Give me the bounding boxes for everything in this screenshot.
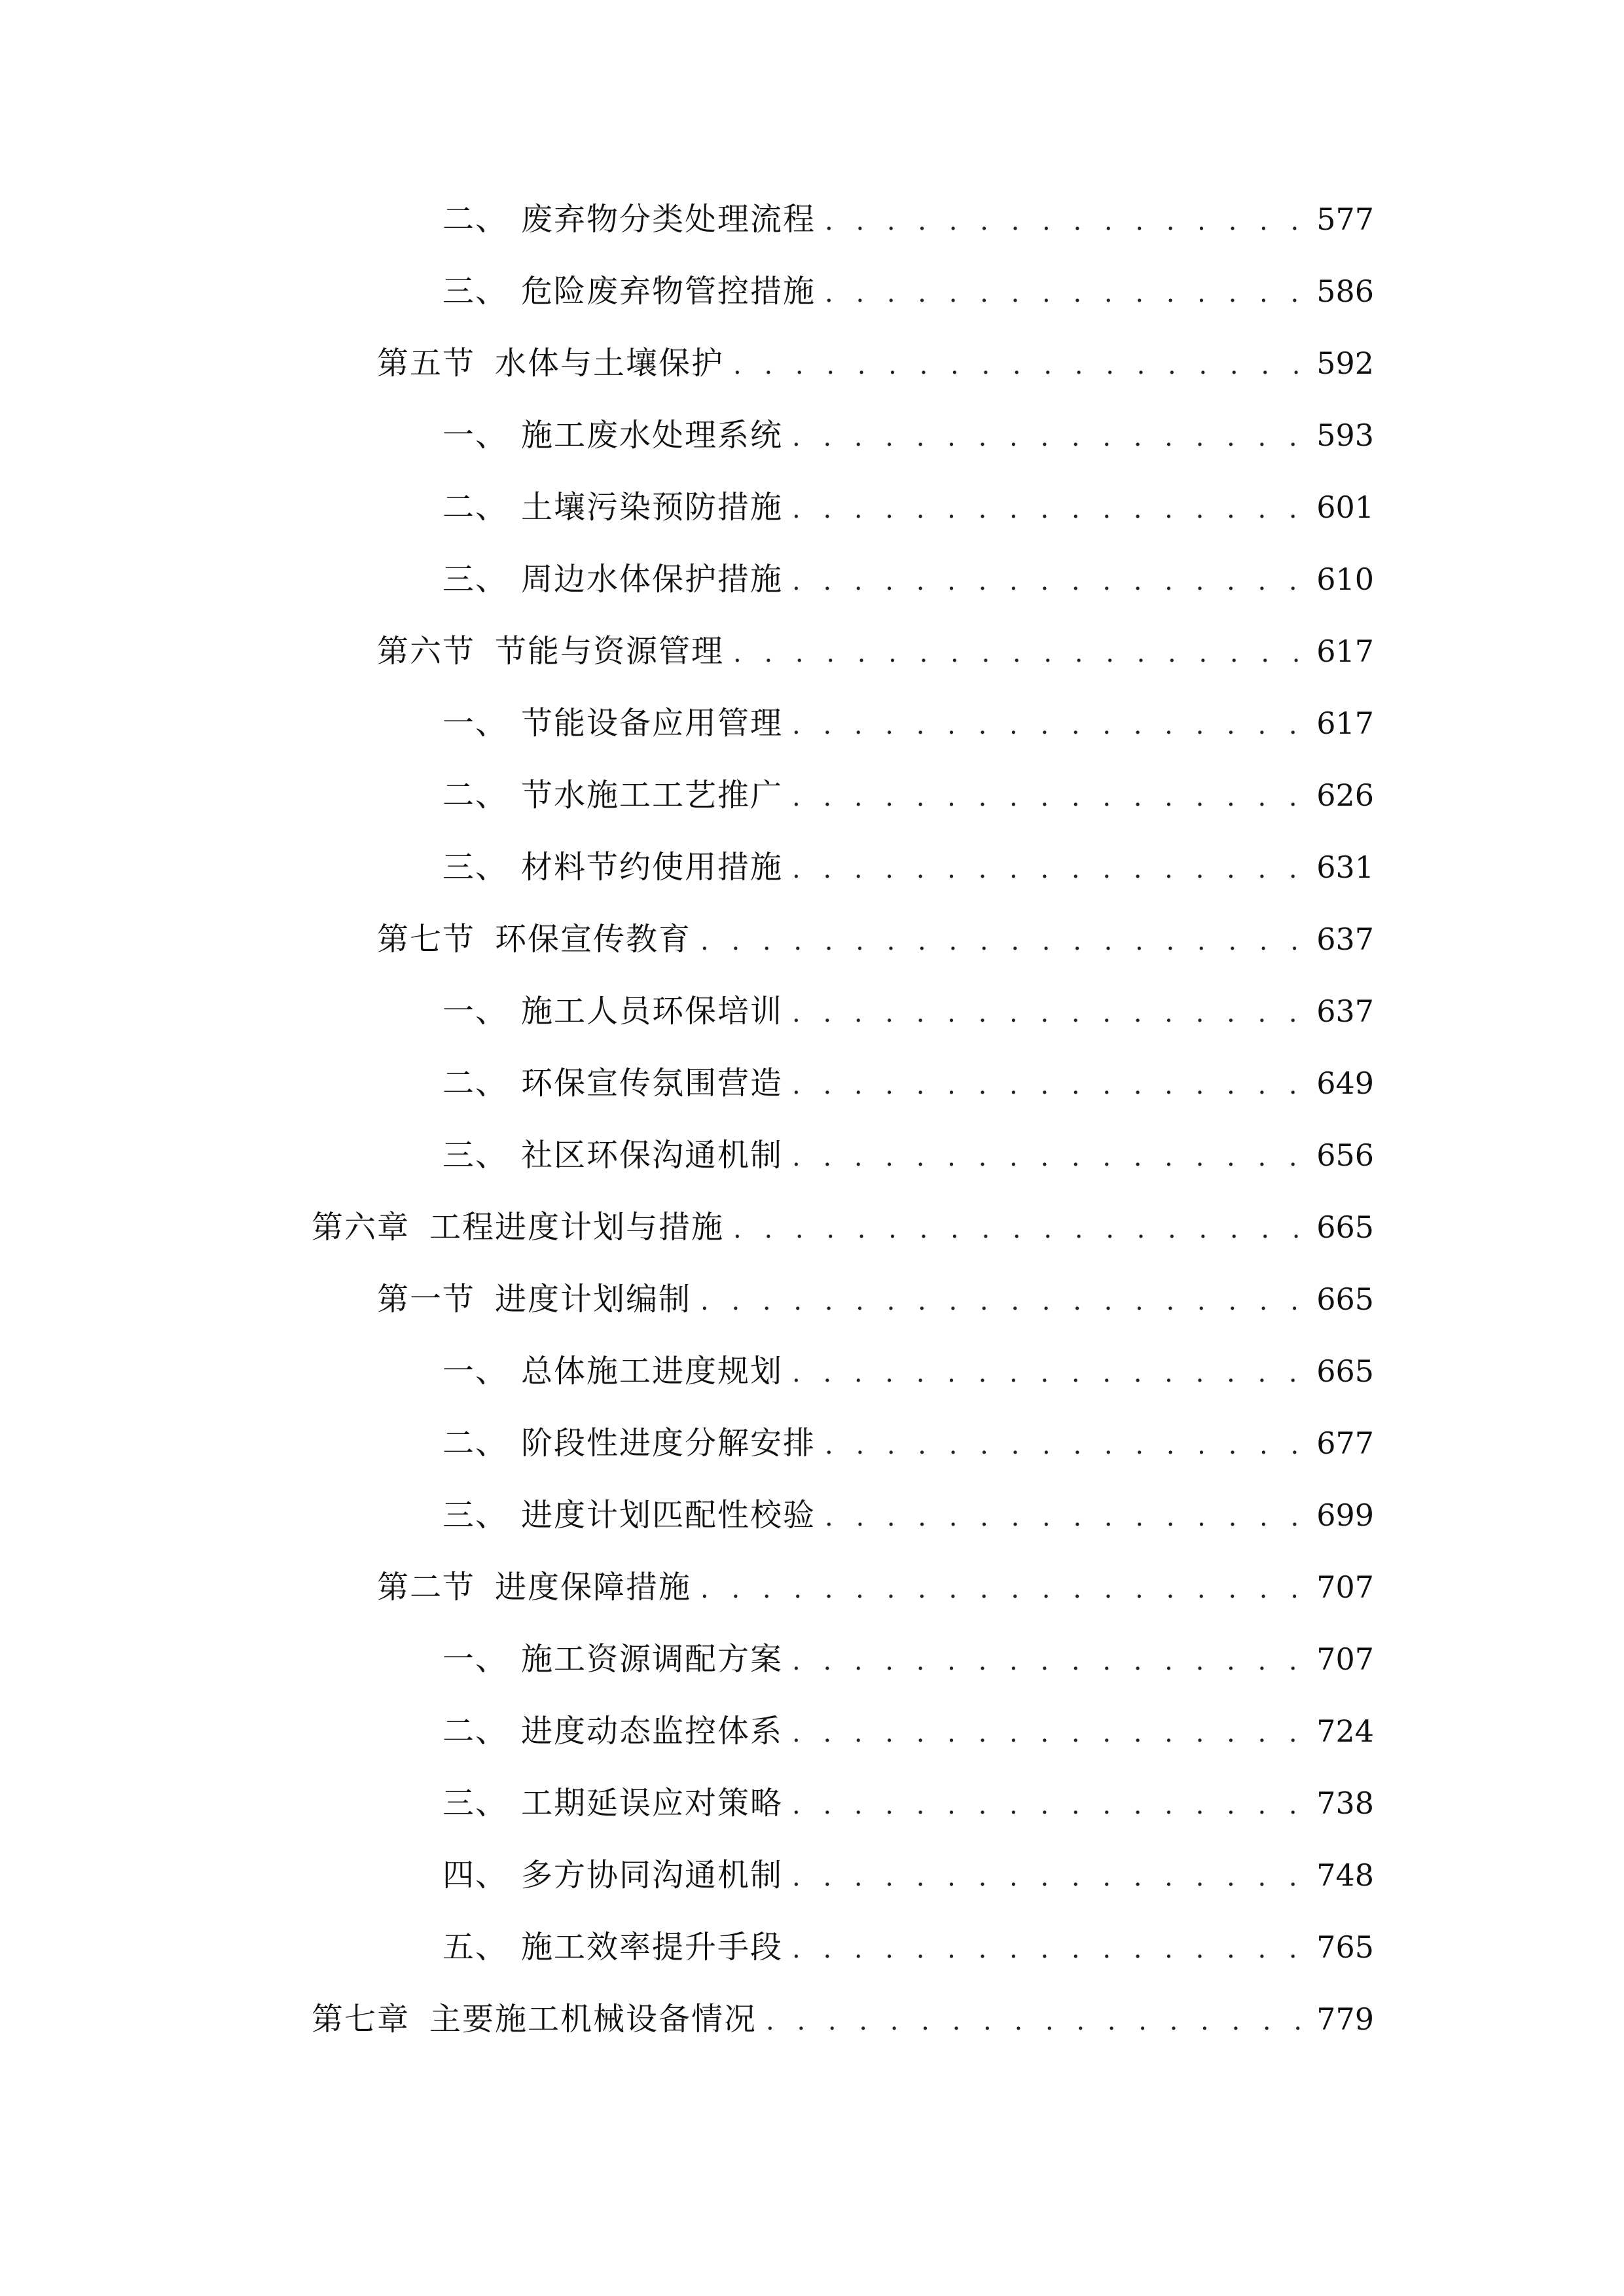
toc-entry[interactable] — [442, 1489, 1374, 1541]
toc-entry-page: 656 — [1316, 1138, 1374, 1173]
toc-entry-number: 一、 — [442, 993, 509, 1030]
toc-entry-number: 第七节 — [377, 921, 476, 958]
toc-entry-title: 材料节约使用措施 — [521, 849, 784, 886]
dot-leader — [700, 915, 1307, 967]
dot-leader — [792, 843, 1307, 895]
toc-entry[interactable] — [442, 265, 1374, 317]
toc-entry[interactable] — [442, 193, 1374, 245]
toc-entry-number: 四、 — [442, 1857, 509, 1893]
toc-entry-page: 586 — [1316, 274, 1374, 309]
toc-entry-number: 三、 — [442, 561, 509, 598]
dot-leader — [792, 699, 1307, 751]
toc-entry-title: 施工资源调配方案 — [521, 1641, 784, 1677]
toc-entry-page: 626 — [1316, 778, 1374, 813]
toc-entry-page: 631 — [1316, 850, 1374, 885]
toc-entry[interactable] — [442, 553, 1374, 605]
dot-leader — [792, 987, 1307, 1039]
toc-entry-page: 610 — [1316, 562, 1374, 597]
toc-entry[interactable] — [442, 697, 1374, 749]
dot-leader — [733, 627, 1307, 679]
toc-entry-number: 二、 — [442, 489, 509, 526]
toc-entry-page: 738 — [1316, 1785, 1374, 1821]
toc-entry-number: 二、 — [442, 777, 509, 814]
dot-leader — [792, 1059, 1307, 1111]
dot-leader — [700, 1275, 1307, 1327]
toc-entry-page: 617 — [1316, 706, 1374, 741]
dot-leader — [792, 1851, 1307, 1903]
toc-entry-page: 649 — [1316, 1066, 1374, 1101]
toc-entry-title: 主要施工机械设备情况 — [429, 2001, 757, 2037]
dot-leader — [792, 1707, 1307, 1759]
toc-entry[interactable] — [442, 1777, 1374, 1829]
toc-entry-page: 699 — [1316, 1498, 1374, 1533]
toc-entry-page: 601 — [1316, 490, 1374, 525]
toc-entry[interactable] — [442, 481, 1374, 533]
toc-entry-number: 一、 — [442, 1641, 509, 1677]
toc-entry-title: 土壤污染预防措施 — [521, 489, 784, 526]
toc-entry-number: 三、 — [442, 849, 509, 886]
toc-entry-page: 677 — [1316, 1426, 1374, 1461]
toc-entry-page: 665 — [1316, 1282, 1374, 1317]
toc-entry-title: 工程进度计划与措施 — [429, 1209, 725, 1246]
dot-leader — [792, 1779, 1307, 1831]
toc-entry-number: 三、 — [442, 1497, 509, 1534]
dot-leader — [733, 339, 1307, 391]
toc-entry[interactable] — [312, 1201, 1374, 1253]
toc-entry-page: 637 — [1316, 922, 1374, 957]
toc-entry-title: 进度动态监控体系 — [521, 1713, 784, 1749]
toc-entry[interactable] — [442, 1705, 1374, 1757]
toc-entry-page: 637 — [1316, 994, 1374, 1029]
toc-entry[interactable] — [442, 1417, 1374, 1469]
toc-entry-title: 周边水体保护措施 — [521, 561, 784, 598]
toc-entry-title: 进度保障措施 — [495, 1569, 692, 1605]
toc-entry-title: 施工人员环保培训 — [521, 993, 784, 1030]
toc-entry-title: 多方协同沟通机制 — [521, 1857, 784, 1893]
toc-entry-number: 三、 — [442, 1137, 509, 1174]
toc-entry-page: 665 — [1316, 1210, 1374, 1245]
toc-entry[interactable] — [377, 337, 1374, 389]
dot-leader — [792, 483, 1307, 535]
toc-entry-title: 总体施工进度规划 — [521, 1353, 784, 1390]
toc-entry[interactable] — [442, 1921, 1374, 1973]
toc-entry-title: 施工效率提升手段 — [521, 1929, 784, 1965]
toc-entry-number: 五、 — [442, 1929, 509, 1965]
toc-entry-title: 节能与资源管理 — [495, 633, 725, 670]
toc-entry-title: 社区环保沟通机制 — [521, 1137, 784, 1174]
toc-entry-page: 592 — [1316, 346, 1374, 381]
toc-entry-page: 707 — [1316, 1641, 1374, 1677]
toc-entry-number: 第六节 — [377, 633, 476, 670]
toc-entry-title: 水体与土壤保护 — [495, 345, 725, 382]
toc-entry-title: 废弃物分类处理流程 — [521, 201, 816, 238]
dot-leader — [766, 1995, 1307, 2047]
toc-entry-number: 二、 — [442, 1425, 509, 1462]
toc-entry-number: 第二节 — [377, 1569, 476, 1605]
dot-leader — [825, 195, 1307, 247]
dot-leader — [792, 1923, 1307, 1975]
toc-entry-number: 第一节 — [377, 1281, 476, 1318]
toc-entry-page: 779 — [1316, 2001, 1374, 2037]
toc-entry-title: 节水施工工艺推广 — [521, 777, 784, 814]
toc-entry-number: 一、 — [442, 417, 509, 454]
toc-entry-number: 二、 — [442, 1713, 509, 1749]
toc-entry[interactable] — [442, 409, 1374, 461]
toc-entry[interactable] — [377, 913, 1374, 965]
dot-leader — [825, 1419, 1307, 1471]
dot-leader — [825, 1491, 1307, 1543]
dot-leader — [733, 1203, 1307, 1255]
toc-entry[interactable] — [442, 769, 1374, 821]
toc-entry-number: 第六章 — [312, 1209, 410, 1246]
toc-entry-title: 环保宣传氛围营造 — [521, 1065, 784, 1102]
toc-entry-number: 三、 — [442, 1785, 509, 1821]
toc-entry[interactable] — [442, 1057, 1374, 1109]
toc-entry-number: 一、 — [442, 1353, 509, 1390]
dot-leader — [700, 1563, 1307, 1615]
toc-entry-title: 进度计划匹配性校验 — [521, 1497, 816, 1534]
dot-leader — [792, 771, 1307, 823]
toc-entry-number: 第七章 — [312, 2001, 410, 2037]
toc-entry-page: 748 — [1316, 1857, 1374, 1893]
toc-entry-number: 三、 — [442, 273, 509, 310]
toc-entry-number: 一、 — [442, 705, 509, 742]
toc-entry[interactable] — [442, 1129, 1374, 1181]
toc-entry-page: 617 — [1316, 634, 1374, 669]
toc-entry[interactable] — [377, 1273, 1374, 1325]
toc-entry-title: 施工废水处理系统 — [521, 417, 784, 454]
toc-entry-number: 二、 — [442, 201, 509, 238]
toc-entry-title: 工期延误应对策略 — [521, 1785, 784, 1821]
toc-entry[interactable] — [442, 1345, 1374, 1397]
dot-leader — [792, 411, 1307, 463]
toc-entry-title: 进度计划编制 — [495, 1281, 692, 1318]
toc-entry[interactable] — [442, 1849, 1374, 1901]
toc-entry-page: 765 — [1316, 1929, 1374, 1965]
dot-leader — [792, 1347, 1307, 1399]
toc-entry[interactable] — [377, 1561, 1374, 1613]
toc-entry-page: 707 — [1316, 1570, 1374, 1605]
toc-entry-page: 724 — [1316, 1713, 1374, 1749]
toc-entry-number: 二、 — [442, 1065, 509, 1102]
toc-entry[interactable] — [377, 625, 1374, 677]
dot-leader — [792, 555, 1307, 607]
dot-leader — [792, 1635, 1307, 1687]
toc-entry-page: 577 — [1316, 202, 1374, 237]
dot-leader — [792, 1131, 1307, 1183]
dot-leader — [825, 267, 1307, 319]
toc-entry[interactable] — [442, 841, 1374, 893]
toc-entry-title: 环保宣传教育 — [495, 921, 692, 958]
toc-entry-page: 593 — [1316, 418, 1374, 453]
toc-entry-page: 665 — [1316, 1354, 1374, 1389]
toc-entry-title: 节能设备应用管理 — [521, 705, 784, 742]
toc-entry-title: 阶段性进度分解安排 — [521, 1425, 816, 1462]
toc-entry[interactable] — [442, 1633, 1374, 1685]
toc-entry[interactable] — [442, 985, 1374, 1037]
toc-entry-number: 第五节 — [377, 345, 476, 382]
toc-entry-title: 危险废弃物管控措施 — [521, 273, 816, 310]
toc-entry[interactable] — [312, 1993, 1374, 2045]
